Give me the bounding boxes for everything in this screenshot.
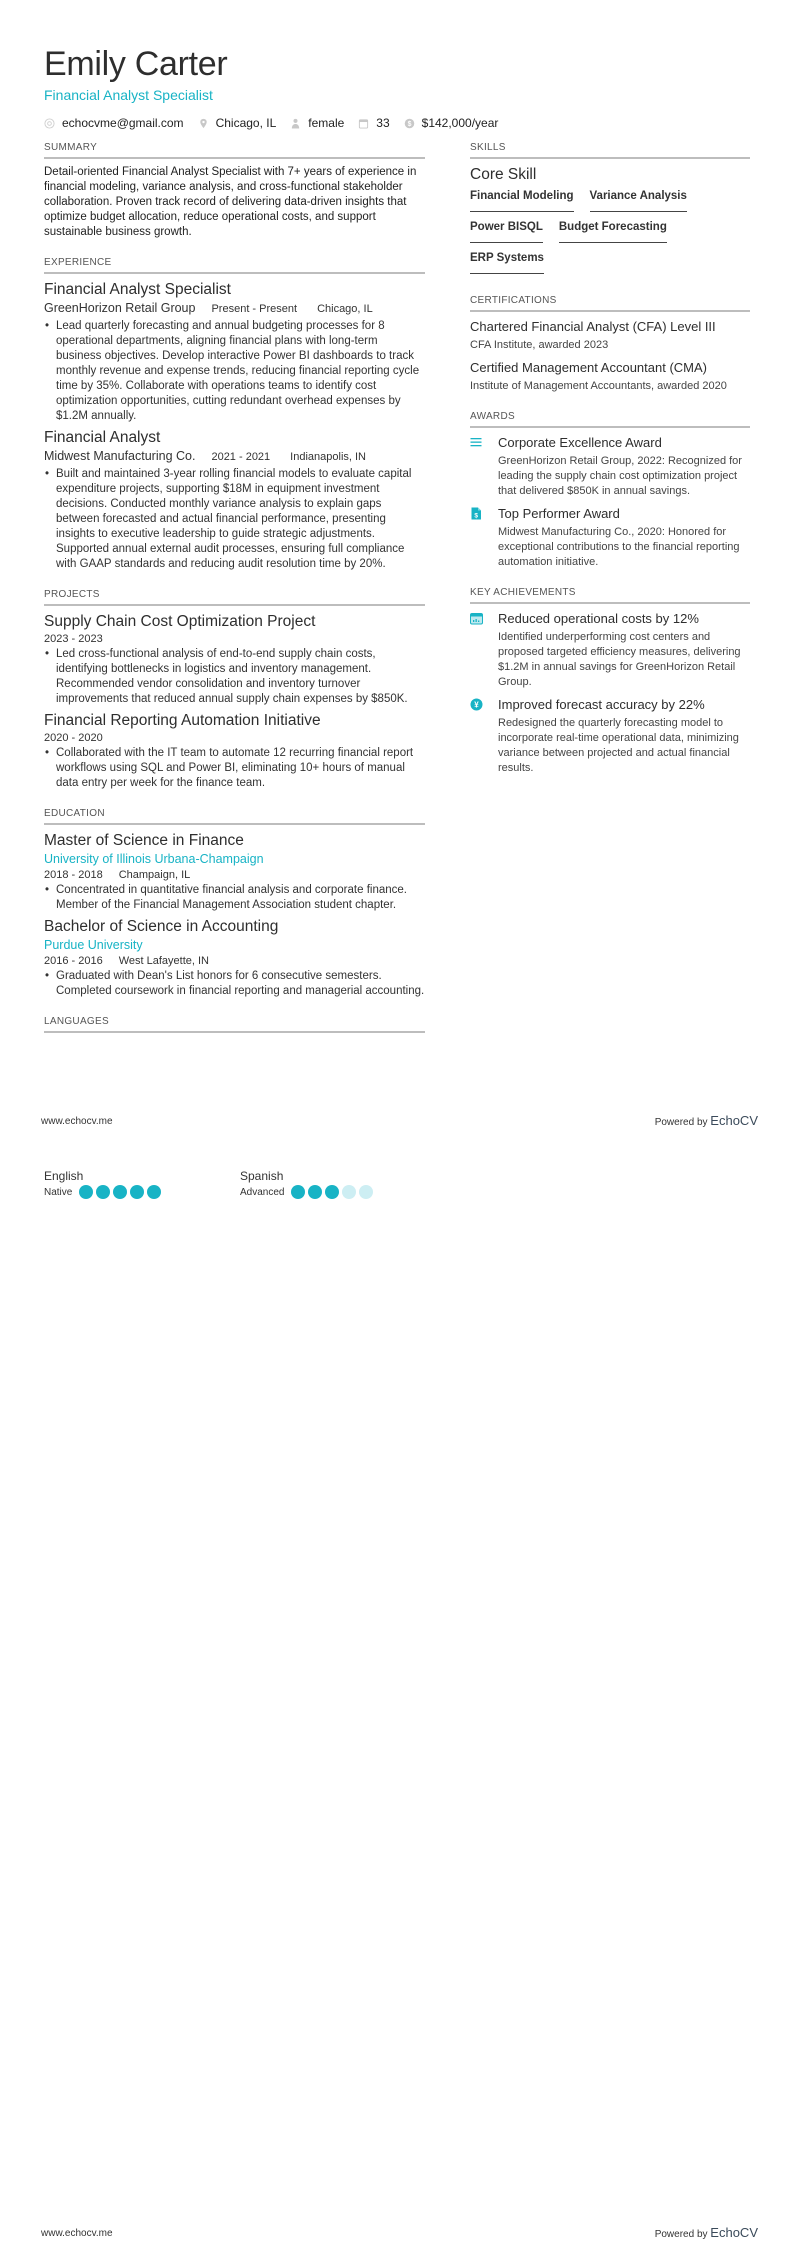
skill-tag: Variance Analysis — [590, 189, 687, 212]
language-level: Advanced — [240, 1186, 285, 1198]
awards-section — [470, 411, 750, 570]
section-heading: EXPERIENCE — [44, 257, 425, 274]
job-bullets — [44, 467, 425, 572]
rating-dot-filled — [79, 1185, 93, 1199]
certification-title: Certified Management Accountant (CMA) — [470, 360, 707, 375]
skill-tag: ERP Systems — [470, 251, 544, 274]
powered-by-label: Powered by — [654, 2229, 711, 2240]
bullet-item: • Led cross-functional analysis of end-to-end supply chain costs, identifying bottlenecks in logistics and inventory management. Recommended vendor consolidation and inventory turnover improvements that reduced annual supply chain expenses by $850K. — [44, 647, 425, 707]
rating-dot-filled — [96, 1185, 110, 1199]
rating-dot-empty — [342, 1185, 356, 1199]
certification-issuer: CFA Institute, awarded 2023 — [470, 339, 609, 351]
brand-logo: EchoCV — [710, 2225, 758, 2240]
skill-list — [470, 189, 750, 282]
project-dates: 2020 - 2020 — [44, 732, 103, 744]
job-title: Financial Analyst Specialist — [44, 281, 231, 298]
education-bullets — [44, 969, 425, 999]
job-bullets — [44, 319, 425, 424]
experience-entry — [44, 428, 425, 572]
summary-section — [44, 142, 425, 240]
school-name: University of Illinois Urbana-Champaign — [44, 852, 264, 866]
svg-text:¥: ¥ — [474, 700, 479, 710]
job-meta — [44, 448, 425, 466]
project-bullets — [44, 647, 425, 707]
company-name: GreenHorizon Retail Group — [44, 301, 196, 315]
experience-section — [44, 257, 425, 572]
age-value: 33 — [376, 116, 390, 130]
achievements-section — [470, 587, 750, 776]
page-footer — [0, 1113, 794, 1136]
project-title: Financial Reporting Automation Initiative — [44, 712, 321, 729]
rating-dot-filled — [147, 1185, 161, 1199]
left-column — [44, 142, 425, 1050]
language-rating — [44, 1185, 240, 1199]
degree-title: Master of Science in Finance — [44, 832, 244, 849]
section-heading: SKILLS — [470, 142, 750, 159]
achievement-title: Reduced operational costs by 12% — [498, 611, 699, 626]
brand-logo: EchoCV — [710, 1113, 758, 1128]
svg-text:$: $ — [407, 120, 412, 128]
page-footer — [0, 2225, 794, 2248]
at-icon — [44, 118, 55, 129]
rating-dot-filled — [291, 1185, 305, 1199]
education-dates: 2016 - 2016 — [44, 955, 103, 967]
certification-title: Chartered Financial Analyst (CFA) Level III — [470, 319, 716, 334]
school-name: Purdue University — [44, 938, 143, 952]
summary-text: Detail-oriented Financial Analyst Specialist with 7+ years of experience in financial modeling, variance analysis, and cross-functional stakeholder collaboration. Proven track record of delivering data-driven insights that optimize budget allocation, reduce operational costs, and support sustainable business growth. — [44, 166, 417, 238]
languages-section — [44, 1016, 425, 1033]
skill-tag: SQL — [519, 220, 543, 243]
powered-by — [655, 1113, 758, 1128]
language-rating — [240, 1185, 436, 1199]
language-level: Native — [44, 1186, 73, 1198]
section-heading: LANGUAGES — [44, 1016, 425, 1033]
section-heading: SUMMARY — [44, 142, 425, 159]
education-location: Champaign, IL — [118, 869, 191, 881]
contact-email — [44, 116, 184, 130]
contact-bar — [44, 116, 512, 130]
project-entry — [44, 711, 425, 791]
award-title: Corporate Excellence Award — [498, 435, 662, 450]
experience-entry — [44, 280, 425, 424]
calendar-chart-icon — [470, 610, 498, 690]
achievement-entry — [470, 610, 750, 690]
education-section — [44, 808, 425, 999]
education-bullets — [44, 883, 425, 913]
svg-text:$: $ — [474, 512, 479, 520]
rating-dot-filled — [130, 1185, 144, 1199]
dollar-document-icon — [470, 505, 498, 570]
dollar-circle-icon — [404, 118, 415, 129]
footer-url-link[interactable]: www.echocv.me — [41, 2228, 113, 2239]
section-heading: EDUCATION — [44, 808, 425, 825]
rating-dot-filled — [308, 1185, 322, 1199]
education-meta — [44, 954, 425, 969]
job-title: Financial Analyst — [44, 429, 161, 446]
contact-age — [358, 116, 389, 130]
projects-section — [44, 589, 425, 791]
skill-tag: Power BI — [470, 220, 519, 243]
right-column — [470, 142, 750, 793]
calendar-icon — [358, 118, 369, 129]
bullet-item: • Built and maintained 3-year rolling financial models to evaluate capital expenditure projects, supporting $18M in equipment investment decisions. Conducted monthly variance analysis to explain gaps between forecasted and actual financial performance, presenting insights to executive leadership to guide strategic adjustments. Supported annual external audit processes, ensuring full compliance with GAAP standards and reducing audit resolution time by 20%. — [44, 467, 425, 572]
bullet-item: • Graduated with Dean's List honors for 6 consecutive semesters. Completed coursework in financial reporting and managerial accounting. — [44, 969, 425, 999]
job-location: Indianapolis, IN — [290, 451, 366, 463]
language-name: English — [44, 1169, 84, 1183]
resume-header — [44, 44, 512, 130]
list-lines-icon — [470, 434, 498, 499]
rating-dot-filled — [325, 1185, 339, 1199]
job-meta — [44, 300, 425, 318]
award-description: Midwest Manufacturing Co., 2020: Honored for exceptional contributions to the financial reporting automation initiative. — [498, 526, 740, 568]
education-entry — [44, 831, 425, 913]
award-title: Top Performer Award — [498, 506, 620, 521]
section-heading: PROJECTS — [44, 589, 425, 606]
language-name: Spanish — [240, 1169, 284, 1183]
rating-dot-filled — [113, 1185, 127, 1199]
bullet-item: • Lead quarterly forecasting and annual budgeting processes for 8 operational departments, aligning financial plans with long-term business objectives. Develop interactive Power BI dashboards to track monthly revenue and expense trends, reducing financial reporting cycle time by 35%. Collaborate with operations teams to identify cost optimization opportunities, cutting redundant overhead expenses by $1.2M annually. — [44, 319, 425, 424]
rating-dot-empty — [359, 1185, 373, 1199]
certification-entry — [470, 359, 750, 394]
education-meta — [44, 868, 425, 883]
candidate-title: Financial Analyst Specialist — [44, 87, 213, 103]
section-heading: CERTIFICATIONS — [470, 295, 750, 312]
salary-value: $142,000/year — [421, 116, 499, 130]
achievement-title: Improved forecast accuracy by 22% — [498, 697, 705, 712]
award-description: GreenHorizon Retail Group, 2022: Recognized for leading the supply chain cost optimization project that delivered $850K in annual savings. — [498, 455, 742, 497]
location-pin-icon — [198, 118, 209, 129]
section-heading: AWARDS — [470, 411, 750, 428]
education-dates: 2018 - 2018 — [44, 869, 103, 881]
project-entry — [44, 612, 425, 707]
education-entry — [44, 917, 425, 999]
skill-tag: Financial Modeling — [470, 189, 574, 212]
project-title: Supply Chain Cost Optimization Project — [44, 613, 316, 630]
location-value: Chicago, IL — [215, 116, 277, 130]
skill-tag: Budget Forecasting — [559, 220, 667, 243]
job-location: Chicago, IL — [317, 303, 373, 315]
skill-group-title: Core Skill — [470, 166, 537, 183]
candidate-name: Emily Carter — [44, 45, 228, 83]
achievement-description: Identified underperforming cost centers and proposed targeted efficiency measures, delivering $1.2M in annual savings for GreenHorizon Retail Group. — [498, 631, 741, 688]
email-value: echocvme@gmail.com — [62, 116, 184, 130]
footer-url-link[interactable]: www.echocv.me — [41, 1116, 113, 1127]
project-bullets — [44, 746, 425, 791]
language-entry — [240, 1168, 436, 1199]
person-icon — [290, 118, 301, 129]
skills-section — [470, 142, 750, 282]
bullet-item: • Collaborated with the IT team to automate 12 recurring financial report workflows using SQL and Power BI, eliminating 10+ hours of manual data entry per week for the finance team. — [44, 746, 425, 791]
powered-by-label: Powered by — [654, 1117, 711, 1128]
achievement-description: Redesigned the quarterly forecasting model to incorporate real-time operational data, minimizing variance between projected and actual financial results. — [498, 717, 739, 774]
certification-issuer: Institute of Management Accountants, awarded 2020 — [470, 380, 727, 392]
gender-value: female — [308, 116, 345, 130]
languages-list — [44, 1168, 436, 1199]
certification-entry — [470, 318, 750, 353]
certifications-section — [470, 295, 750, 394]
project-dates: 2023 - 2023 — [44, 633, 103, 645]
achievement-entry — [470, 696, 750, 776]
section-heading: KEY ACHIEVEMENTS — [470, 587, 750, 604]
bullet-item: • Concentrated in quantitative financial analysis and corporate finance. Member of the Financial Management Association student chapter. — [44, 883, 425, 913]
language-entry — [44, 1168, 240, 1199]
company-name: Midwest Manufacturing Co. — [44, 449, 196, 463]
contact-location — [198, 116, 277, 130]
contact-gender — [290, 116, 344, 130]
contact-salary — [404, 116, 499, 130]
powered-by — [655, 2225, 758, 2240]
award-entry — [470, 434, 750, 499]
yen-circle-icon — [470, 696, 498, 776]
award-entry — [470, 505, 750, 570]
job-dates: 2021 - 2021 — [211, 451, 271, 463]
job-dates: Present - Present — [211, 303, 298, 315]
education-location: West Lafayette, IN — [118, 955, 210, 967]
degree-title: Bachelor of Science in Accounting — [44, 918, 279, 935]
